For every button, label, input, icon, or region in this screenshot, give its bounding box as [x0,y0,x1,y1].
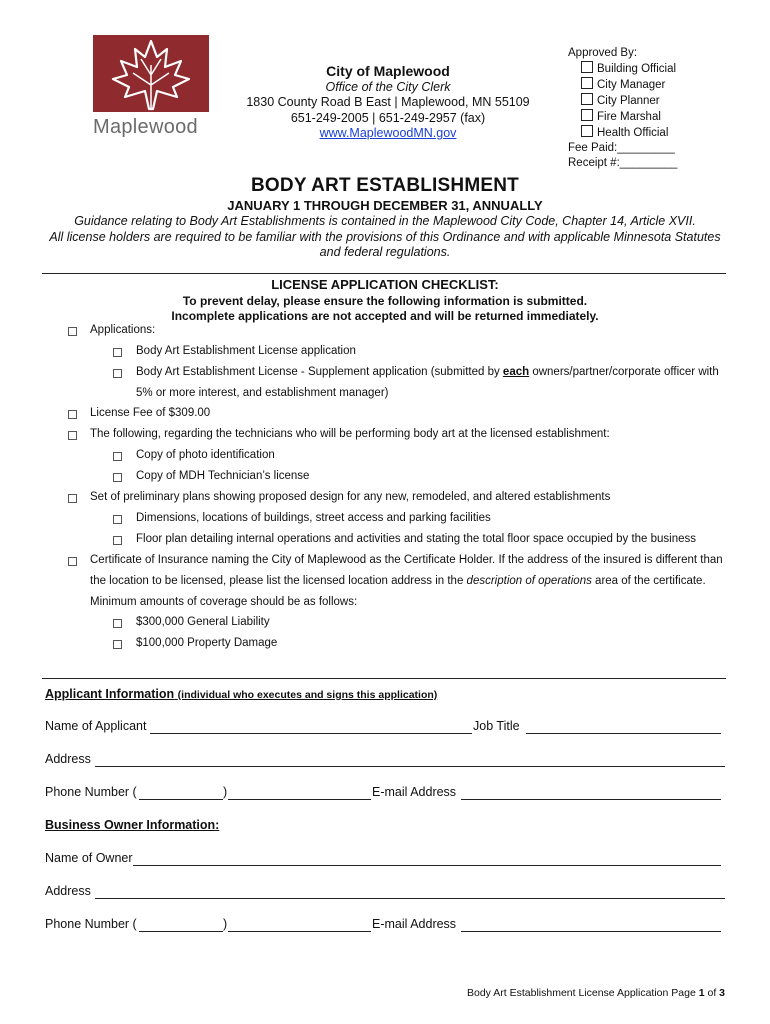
checklist-item: $100,000 Property Damage [136,637,278,649]
approval-item: Health Official [597,127,669,139]
approval-checkbox[interactable] [581,109,593,121]
checklist-item: Floor plan detailing internal operations and activities and stating the total floor space occupied by the business [136,533,697,545]
checklist-checkbox[interactable] [68,557,77,566]
approval-checkbox[interactable] [581,61,593,73]
checklist-checkbox[interactable] [113,452,122,461]
applicant-heading: Applicant Information (individual who executes and signs this application) [45,687,438,701]
checklist-item: $300,000 General Liability [136,616,270,628]
applicant-phone-label: Phone Number ( [45,785,137,799]
document-title: BODY ART ESTABLISHMENT [251,175,519,196]
checklist-note-line: Incomplete applications are not accepted and will be returned immediately. [171,309,599,323]
applicant-phone-area-field[interactable] [139,799,223,800]
maple-leaf-icon [93,35,209,115]
applicant-address-label: Address [45,752,91,766]
guidance-text [40,214,730,261]
guidance-line: Guidance relating to Body Art Establishments is contained in the Maplewood City Code, Chapter 14, Article XVII. [74,214,696,228]
checklist-note [0,294,770,324]
checklist-item: Copy of MDH Technician’s license [136,470,310,482]
checklist-checkbox[interactable] [113,640,122,649]
checklist-checkbox[interactable] [68,431,77,440]
checklist-checkbox[interactable] [68,327,77,336]
approval-item: City Planner [597,95,660,107]
owner-name-label: Name of Owner [45,851,133,865]
applicant-email-label: E-mail Address [372,785,457,799]
divider [42,678,726,679]
checklist-item: Set of preliminary plans showing proposed design for any new, remodeled, and altered establishments [90,491,611,503]
checklist-item: Body Art Establishment License application [136,345,356,357]
org-block [230,64,546,142]
org-phone: 651-249-2005 | 651-249-2957 (fax) [290,110,486,125]
checklist-item: Applications: [90,324,156,336]
approval-checkbox[interactable] [581,125,593,137]
guidance-line: and federal regulations. [319,245,451,259]
checklist-checkbox[interactable] [68,494,77,503]
checklist-checkbox[interactable] [113,473,122,482]
owner-address-label: Address [45,884,91,898]
approval-item: City Manager [597,79,666,91]
owner-heading: Business Owner Information: [45,818,220,832]
owner-address-field[interactable] [95,898,725,899]
checklist-checkbox[interactable] [113,348,122,357]
applicant-email-field[interactable] [461,799,721,800]
approval-checkbox[interactable] [581,77,593,89]
checklist-item: Certificate of Insurance naming the City of Maplewood as the Certificate Holder. If the address of the insured is different than [90,554,723,566]
fee-paid-field[interactable]: Fee Paid:_________ [568,142,675,154]
owner-name-field[interactable] [133,865,721,866]
checklist-checkbox[interactable] [113,369,122,378]
checklist-item: the location to be licensed, please list the licensed location address in the description of operations area of the certificate. [90,575,706,587]
org-website-link[interactable]: www.MaplewoodMN.gov [319,126,457,140]
approval-item: Building Official [597,63,677,75]
checklist-checkbox[interactable] [113,536,122,545]
approved-by-label: Approved By: [568,47,638,59]
applicant-address-field[interactable] [95,766,725,767]
org-name: City of Maplewood [326,63,450,79]
approval-item: Fire Marshal [597,111,661,123]
owner-email-label: E-mail Address [372,917,457,931]
owner-phone-field[interactable] [228,931,371,932]
guidance-line: All license holders are required to be familiar with the provisions of this Ordinance and with applicable Minnesota Statutes [49,229,721,244]
checklist-item: Body Art Establishment License - Supplement application (submitted by each owners/partner/corporate officer with [136,366,719,378]
checklist-item: 5% or more interest, and establishment manager) [136,387,389,399]
approval-checkbox[interactable] [581,93,593,105]
job-title-label: Job Title [473,719,520,733]
checklist-checkbox[interactable] [113,515,122,524]
checklist-item: Dimensions, locations of buildings, street access and parking facilities [136,512,491,524]
page-footer: Body Art Establishment License Application Page 1 of 3 [466,987,725,999]
owner-phone-label: Phone Number ( [45,917,137,931]
checklist-item: Minimum amounts of coverage should be as follows: [90,596,358,608]
owner-email-field[interactable] [461,931,721,932]
logo-text: Maplewood [93,116,198,138]
org-office: Office of the City Clerk [325,79,451,94]
divider [42,273,726,274]
checklist-item: The following, regarding the technicians who will be performing body art at the licensed establishment: [90,428,610,440]
checklist-note-line: To prevent delay, please ensure the following information is submitted. [182,294,588,308]
checklist-checkbox[interactable] [113,619,122,628]
approval-block [568,46,677,171]
applicant-name-label: Name of Applicant [45,719,147,733]
owner-phone-area-field[interactable] [139,931,223,932]
checklist-title: LICENSE APPLICATION CHECKLIST: [271,277,499,292]
job-title-field[interactable] [526,733,721,734]
applicant-name-field[interactable] [150,733,472,734]
checklist-item: License Fee of $309.00 [90,407,211,419]
document-subtitle: JANUARY 1 THROUGH DECEMBER 31, ANNUALLY [227,198,543,213]
checklist-item: Copy of photo identification [136,449,275,461]
receipt-field[interactable]: Receipt #:_________ [568,157,678,169]
checklist-checkbox[interactable] [68,410,77,419]
org-address: 1830 County Road B East | Maplewood, MN 55109 [246,95,530,109]
applicant-phone-field[interactable] [228,799,371,800]
